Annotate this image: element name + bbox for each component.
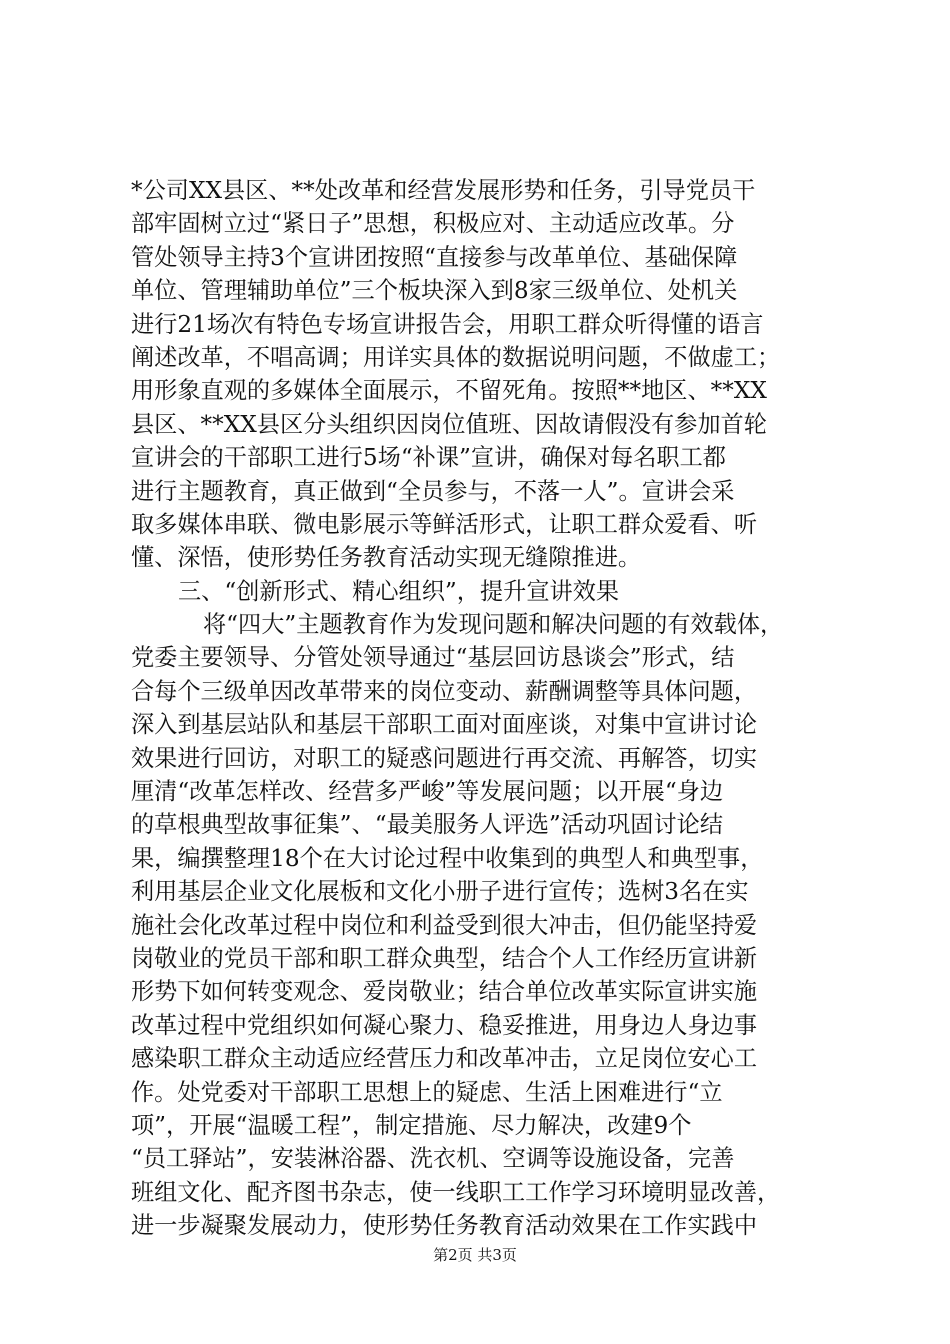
text-line: 感染职工群众主动适应经营压力和改革冲击，立足岗位安心工 [131, 1045, 758, 1073]
text-line: 合每个三级单因改革带来的岗位变动、薪酬调整等具体问题， [131, 677, 758, 705]
text-line: 取多媒体串联、微电影展示等鲜活形式，让职工群众爱看、听 [131, 510, 758, 538]
text-line: 单位、管理辅助单位”三个板块深入到8家三级单位、处机关 [131, 277, 738, 305]
text-line: 阐述改革，不唱高调；用详实具体的数据说明问题，不做虚工； [131, 343, 781, 371]
text-line: “员工驿站”，安装淋浴器、洗衣机、空调等设施设备，完善 [131, 1145, 735, 1173]
text-line: 部牢固树立过“紧日子”思想，积极应对、主动适应改革。分 [131, 210, 735, 238]
text-line: 班组文化、配齐图书杂志，使一线职工工作学习环境明显改善， [131, 1178, 781, 1206]
text-line: 作。处党委对干部职工思想上的疑虑、生活上困难进行“立 [131, 1078, 723, 1106]
text-line: 进一步凝聚发展动力，使形势任务教育活动效果在工作实践中 [131, 1212, 758, 1240]
text-line: 宣讲会的干部职工进行5场“补课”宣讲，确保对每名职工都 [131, 444, 726, 472]
page-footer: 第2页 共3页 [433, 1246, 517, 1264]
text-line: 进行21场次有特色专场宣讲报告会，用职工群众听得懂的语言 [131, 310, 764, 338]
text-line: 深入到基层站队和基层干部职工面对面座谈，对集中宣讲讨论 [131, 711, 758, 739]
text-line: 管处领导主持3个宣讲团按照“直接参与改革单位、基础保障 [131, 243, 738, 271]
text-line: 果，编撰整理18个在大讨论过程中收集到的典型人和典型事， [131, 844, 764, 872]
text-line: 形势下如何转变观念、爱岗敬业；结合单位改革实际宣讲实施 [131, 978, 758, 1006]
body-text [131, 174, 841, 1243]
text-line: 厘清“改革怎样改、经营多严峻”等发展问题；以开展“身边 [131, 778, 724, 806]
text-line: 项”，开展“温暖工程”，制定措施、尽力解决，改建9个 [131, 1111, 692, 1139]
text-line: 岗敬业的党员干部和职工群众典型，结合个人工作经历宣讲新 [131, 944, 758, 972]
text-line: 党委主要领导、分管处领导通过“基层回访恳谈会”形式，结 [131, 644, 735, 672]
text-line: 改革过程中党组织如何凝心聚力、稳妥推进，用身边人身边事 [131, 1011, 758, 1039]
text-line: *公司XX县区、**处改革和经营发展形势和任务，引导党员干 [131, 177, 756, 204]
text-line: 利用基层企业文化展板和文化小册子进行宣传；选树3名在实 [131, 878, 749, 906]
text-line: 用形象直观的多媒体全面展示，不留死角。按照**地区、**XX [131, 377, 767, 405]
text-line: 施社会化改革过程中岗位和利益受到很大冲击，但仍能坚持爱 [131, 911, 758, 939]
paragraph-first-line: 将“四大”主题教育作为发现问题和解决问题的有效载体， [203, 611, 784, 639]
text-line: 懂、深悟，使形势任务教育活动实现无缝隙推进。 [131, 544, 642, 572]
section-heading: 三、“创新形式、精心组织”，提升宣讲效果 [178, 577, 620, 605]
text-line: 的草根典型故事征集”、“最美服务人评选”活动巩固讨论结 [131, 811, 724, 839]
text-line: 进行主题教育，真正做到“全员参与，不落一人”。宣讲会采 [131, 477, 735, 505]
text-line: 效果进行回访，对职工的疑惑问题进行再交流、再解答，切实 [131, 744, 758, 772]
text-line: 县区、**XX县区分头组织因岗位值班、因故请假没有参加首轮 [131, 410, 767, 438]
